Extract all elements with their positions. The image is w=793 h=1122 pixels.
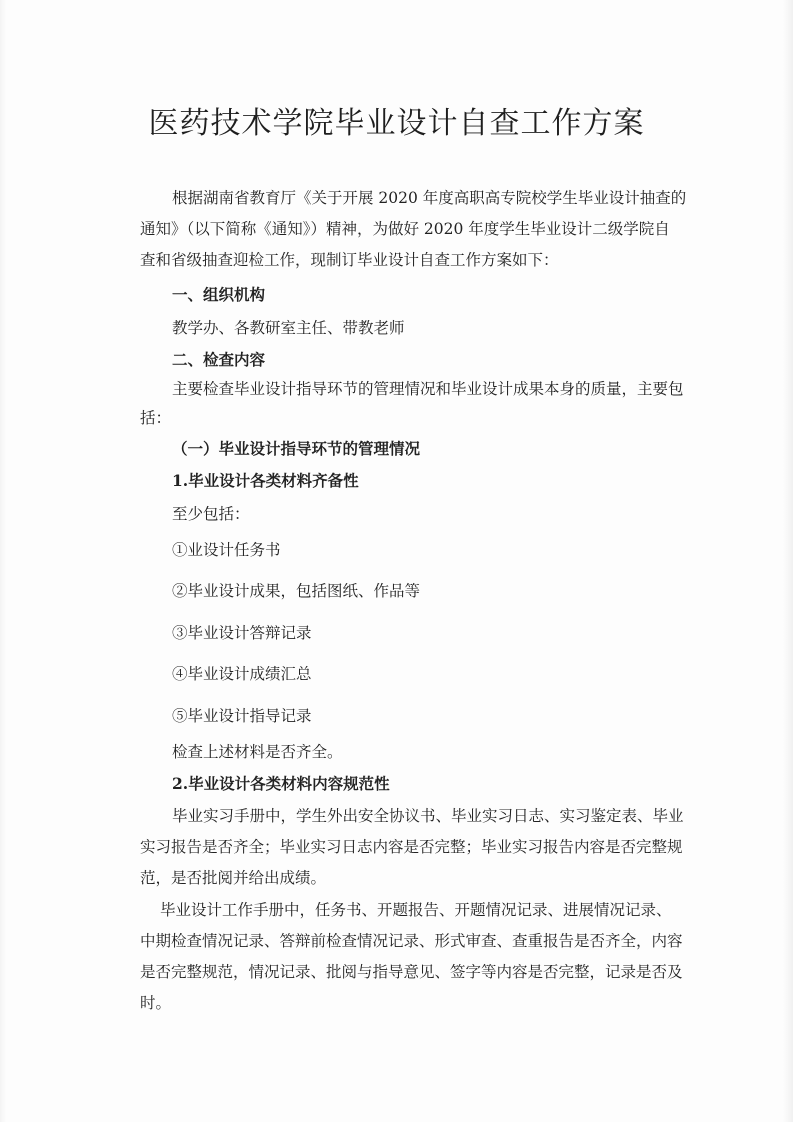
scan-shadow-left bbox=[0, 0, 6, 1122]
material-item: ②毕业设计成果，包括图纸、作品等 bbox=[172, 582, 421, 600]
internship-paragraph-line: 实习报告是否齐全；毕业实习日志内容是否完整；毕业实习报告内容是否完整规 bbox=[140, 838, 683, 856]
subsection-heading-management: （一）毕业设计指导环节的管理情况 bbox=[172, 439, 421, 458]
item-heading-completeness: 1.毕业设计各类材料齐备性 bbox=[172, 471, 359, 490]
intro-line: 根据湖南省教育厅《关于开展 2020 年度高职高专院校学生毕业设计抽查的 bbox=[172, 189, 687, 207]
design-handbook-paragraph-line: 是否完整规范，情况记录、批阅与指导意见、签字等内容是否完整，记录是否及 bbox=[140, 963, 683, 981]
intro-line: 通知》（以下简称《通知》）精神，为做好 2020 年度学生毕业设计二级学院自 bbox=[140, 220, 670, 238]
material-item: ⑤毕业设计指导记录 bbox=[172, 707, 312, 725]
internship-paragraph-line: 毕业实习手册中，学生外出安全协议书、毕业实习日志、实习鉴定表、毕业 bbox=[172, 807, 684, 825]
section-heading-organization: 一、组织机构 bbox=[172, 285, 266, 304]
material-item: ③毕业设计答辩记录 bbox=[172, 624, 312, 642]
internship-paragraph-line: 范，是否批阅并给出成绩。 bbox=[140, 869, 327, 887]
materials-intro: 至少包括： bbox=[172, 505, 250, 523]
materials-check: 检查上述材料是否齐全。 bbox=[172, 743, 343, 761]
contents-line: 主要检查毕业设计指导环节的管理情况和毕业设计成果本身的质量，主要包 bbox=[172, 380, 684, 398]
intro-line: 查和省级抽查迎检工作，现制订毕业设计自查工作方案如下： bbox=[140, 251, 559, 269]
design-handbook-paragraph-line: 时。 bbox=[140, 994, 172, 1012]
design-handbook-paragraph-line: 中期检查情况记录、答辩前检查情况记录、形式审查、查重报告是否齐全，内容 bbox=[140, 932, 683, 950]
organization-members: 教学办、各教研室主任、带教老师 bbox=[172, 319, 405, 337]
material-item: ①业设计任务书 bbox=[172, 541, 281, 559]
design-handbook-paragraph-line: 毕业设计工作手册中，任务书、开题报告、开题情况记录、进展情况记录、 bbox=[160, 901, 672, 919]
scan-shadow-right bbox=[783, 0, 793, 1122]
contents-line: 括： bbox=[140, 409, 172, 427]
material-item: ④毕业设计成绩汇总 bbox=[172, 665, 312, 683]
section-heading-contents: 二、检查内容 bbox=[172, 350, 266, 369]
item-heading-standardization: 2.毕业设计各类材料内容规范性 bbox=[172, 774, 390, 793]
document-title: 医药技术学院毕业设计自查工作方案 bbox=[148, 106, 645, 141]
